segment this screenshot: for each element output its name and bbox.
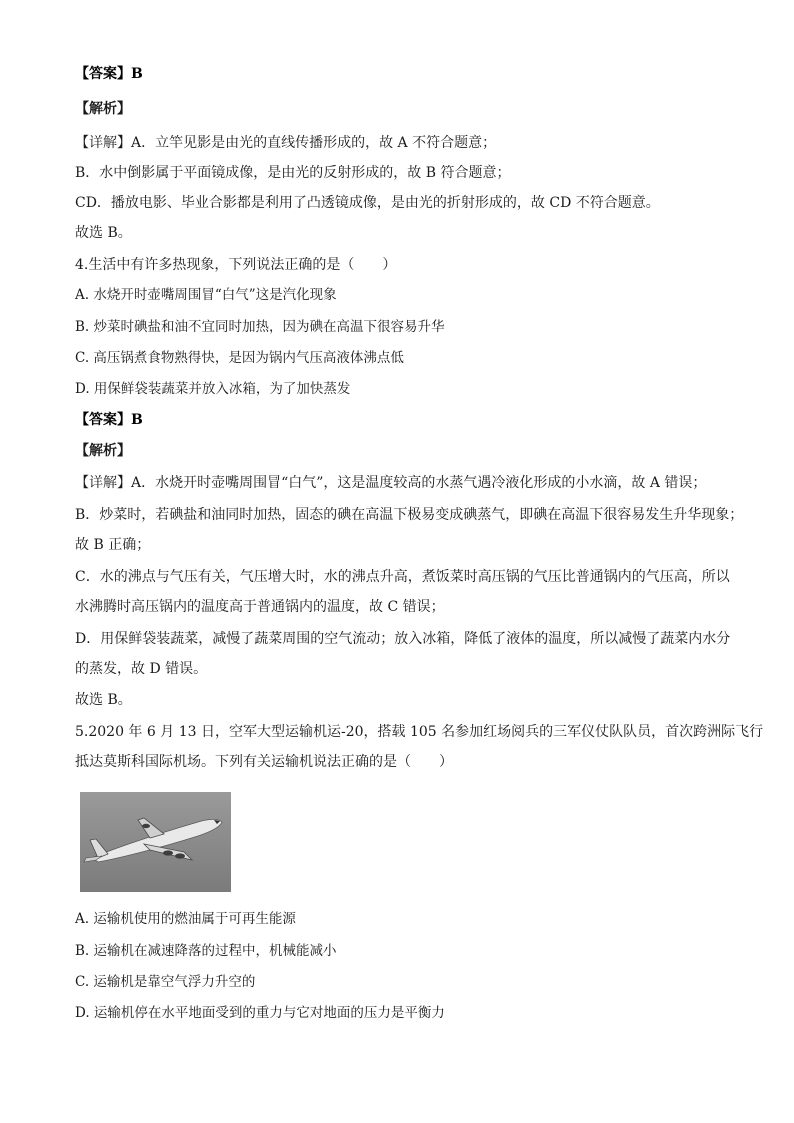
q3-detail-b: B．水中倒影属于平面镜成像，是由光的反射形成的，故 B 符合题意； — [75, 165, 511, 181]
q4-answer: 【答案】B — [75, 412, 143, 428]
q4-detail-d1: D．用保鲜袋装蔬菜，减慢了蔬菜周围的空气流动；放入冰箱，降低了液体的温度，所以减慢了蔬菜内水分 — [75, 631, 731, 647]
q5-option-d: D. 运输机停在水平地面受到的重力与它对地面的压力是平衡力 — [75, 1005, 445, 1021]
q4-detail-a: 【详解】A．水烧开时壶嘴周围冒“白气”，这是温度较高的水蒸气遇冷液化形成的小水滴，故 A 错误； — [75, 475, 707, 491]
q4-stem: 4.生活中有许多热现象，下列说法正确的是（ ） — [75, 257, 397, 273]
q4-option-a: A. 水烧开时壶嘴周围冒“白气”这是汽化现象 — [75, 287, 337, 303]
q4-option-b: B. 炒菜时碘盐和油不宜同时加热，因为碘在高温下很容易升华 — [75, 319, 445, 335]
q5-stem-line2: 抵达莫斯科国际机场。下列有关运输机说法正确的是（ ） — [75, 754, 453, 770]
q3-detail-a: 【详解】A．立竿见影是由光的直线传播形成的，故 A 不符合题意； — [75, 135, 497, 151]
q5-stem-line1: 5.2020 年 6 月 13 日，空军大型运输机运-20，搭载 105 名参加红场阅兵的三军仪仗队队员，首次跨洲际飞行 — [75, 724, 764, 740]
q4-detail-c1: C．水的沸点与气压有关，气压增大时，水的沸点升高，煮饭菜时高压锅的气压比普通锅内的气压高，所以 — [75, 569, 730, 585]
q4-detail-b2: 故 B 正确； — [75, 537, 151, 553]
q4-option-c: C. 高压锅煮食物熟得快，是因为锅内气压高液体沸点低 — [75, 350, 404, 366]
q5-option-b: B. 运输机在减速降落的过程中，机械能减小 — [75, 943, 337, 959]
q4-analysis-heading: 【解析】 — [75, 443, 131, 459]
q3-analysis-heading: 【解析】 — [75, 101, 131, 117]
q3-conclusion: 故选 B。 — [75, 225, 132, 241]
q4-conclusion: 故选 B。 — [75, 692, 132, 708]
q3-detail-cd: CD．播放电影、毕业合影都是利用了凸透镜成像，是由光的折射形成的，故 CD 不符合题意。 — [75, 195, 660, 211]
q5-option-c: C. 运输机是靠空气浮力升空的 — [75, 974, 256, 990]
q5-option-a: A. 运输机使用的燃油属于可再生能源 — [75, 911, 296, 927]
airplane-icon — [80, 792, 231, 892]
q3-answer: 【答案】B — [75, 66, 143, 82]
transport-aircraft-photo — [80, 792, 231, 892]
q4-option-d: D. 用保鲜袋装蔬菜并放入冰箱，为了加快蒸发 — [75, 381, 351, 397]
q4-detail-c2: 水沸腾时高压锅内的温度高于普通锅内的温度，故 C 错误； — [75, 599, 445, 615]
q4-detail-b1: B．炒菜时，若碘盐和油同时加热，固态的碘在高温下极易变成碘蒸气，即碘在高温下很容易发生升华现象； — [75, 507, 744, 523]
q4-detail-d2: 的蒸发，故 D 错误。 — [75, 661, 208, 677]
